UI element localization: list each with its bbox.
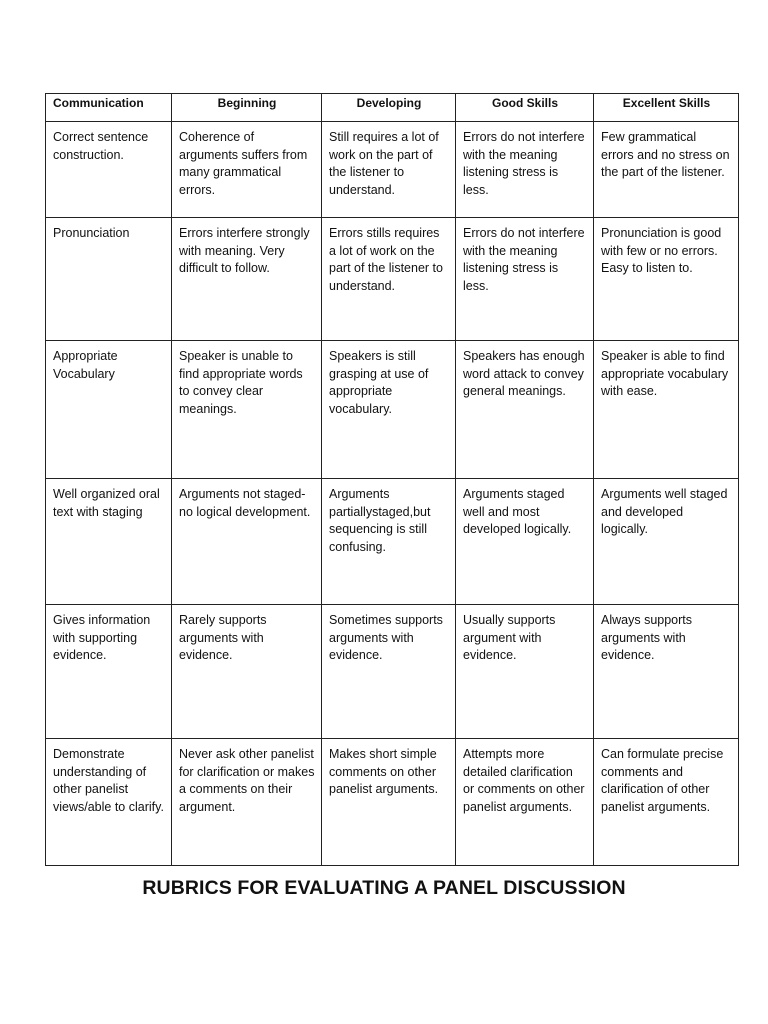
- rubric-table: [45, 93, 739, 866]
- table-row: [46, 122, 739, 218]
- developing-cell: Sometimes supports arguments with evidence.: [322, 605, 456, 739]
- excellent-skills-cell: Few grammatical errors and no stress on the part of the listener.: [594, 122, 739, 218]
- table-row: [46, 341, 739, 479]
- developing-cell: Still requires a lot of work on the part of the listener to understand.: [322, 122, 456, 218]
- header-good-skills: Good Skills: [456, 94, 594, 122]
- page-title: RUBRICS FOR EVALUATING A PANEL DISCUSSION: [142, 877, 626, 899]
- excellent-skills-cell: Can formulate precise comments and clarification of other panelist arguments.: [594, 739, 739, 866]
- excellent-skills-cell: Pronunciation is good with few or no errors. Easy to listen to.: [594, 218, 739, 341]
- beginning-cell: Arguments not staged-no logical development.: [172, 479, 322, 605]
- beginning-cell: Rarely supports arguments with evidence.: [172, 605, 322, 739]
- beginning-cell: Errors interfere strongly with meaning. Very difficult to follow.: [172, 218, 322, 341]
- criterion-cell: Demonstrate understanding of other panelist views/able to clarify.: [46, 739, 172, 866]
- excellent-skills-cell: Speaker is able to find appropriate vocabulary with ease.: [594, 341, 739, 479]
- header-excellent-skills: Excellent Skills: [594, 94, 739, 122]
- beginning-cell: Coherence of arguments suffers from many grammatical errors.: [172, 122, 322, 218]
- good-skills-cell: Speakers has enough word attack to convey general meanings.: [456, 341, 594, 479]
- criterion-cell: Pronunciation: [46, 218, 172, 341]
- good-skills-cell: Errors do not interfere with the meaning listening stress is less.: [456, 218, 594, 341]
- criterion-cell: Correct sentence construction.: [46, 122, 172, 218]
- table-row: [46, 218, 739, 341]
- criterion-cell: Appropriate Vocabulary: [46, 341, 172, 479]
- excellent-skills-cell: Always supports arguments with evidence.: [594, 605, 739, 739]
- developing-cell: Makes short simple comments on other panelist arguments.: [322, 739, 456, 866]
- developing-cell: Errors stills requires a lot of work on the part of the listener to understand.: [322, 218, 456, 341]
- good-skills-cell: Errors do not interfere with the meaning listening stress is less.: [456, 122, 594, 218]
- developing-cell: Arguments partiallystaged,but sequencing is still confusing.: [322, 479, 456, 605]
- criterion-cell: Gives information with supporting evidence.: [46, 605, 172, 739]
- good-skills-cell: Usually supports argument with evidence.: [456, 605, 594, 739]
- table-row: [46, 739, 739, 866]
- excellent-skills-cell: Arguments well staged and developed logically.: [594, 479, 739, 605]
- good-skills-cell: Attempts more detailed clarification or comments on other panelist arguments.: [456, 739, 594, 866]
- header-developing: Developing: [322, 94, 456, 122]
- good-skills-cell: Arguments staged well and most developed logically.: [456, 479, 594, 605]
- header-beginning: Beginning: [172, 94, 322, 122]
- header-communication: Communication: [46, 94, 172, 122]
- beginning-cell: Speaker is unable to find appropriate words to convey clear meanings.: [172, 341, 322, 479]
- beginning-cell: Never ask other panelist for clarification or makes a comments on their argument.: [172, 739, 322, 866]
- table-row: [46, 605, 739, 739]
- developing-cell: Speakers is still grasping at use of appropriate vocabulary.: [322, 341, 456, 479]
- header-row: [46, 94, 739, 122]
- criterion-cell: Well organized oral text with staging: [46, 479, 172, 605]
- table-row: [46, 479, 739, 605]
